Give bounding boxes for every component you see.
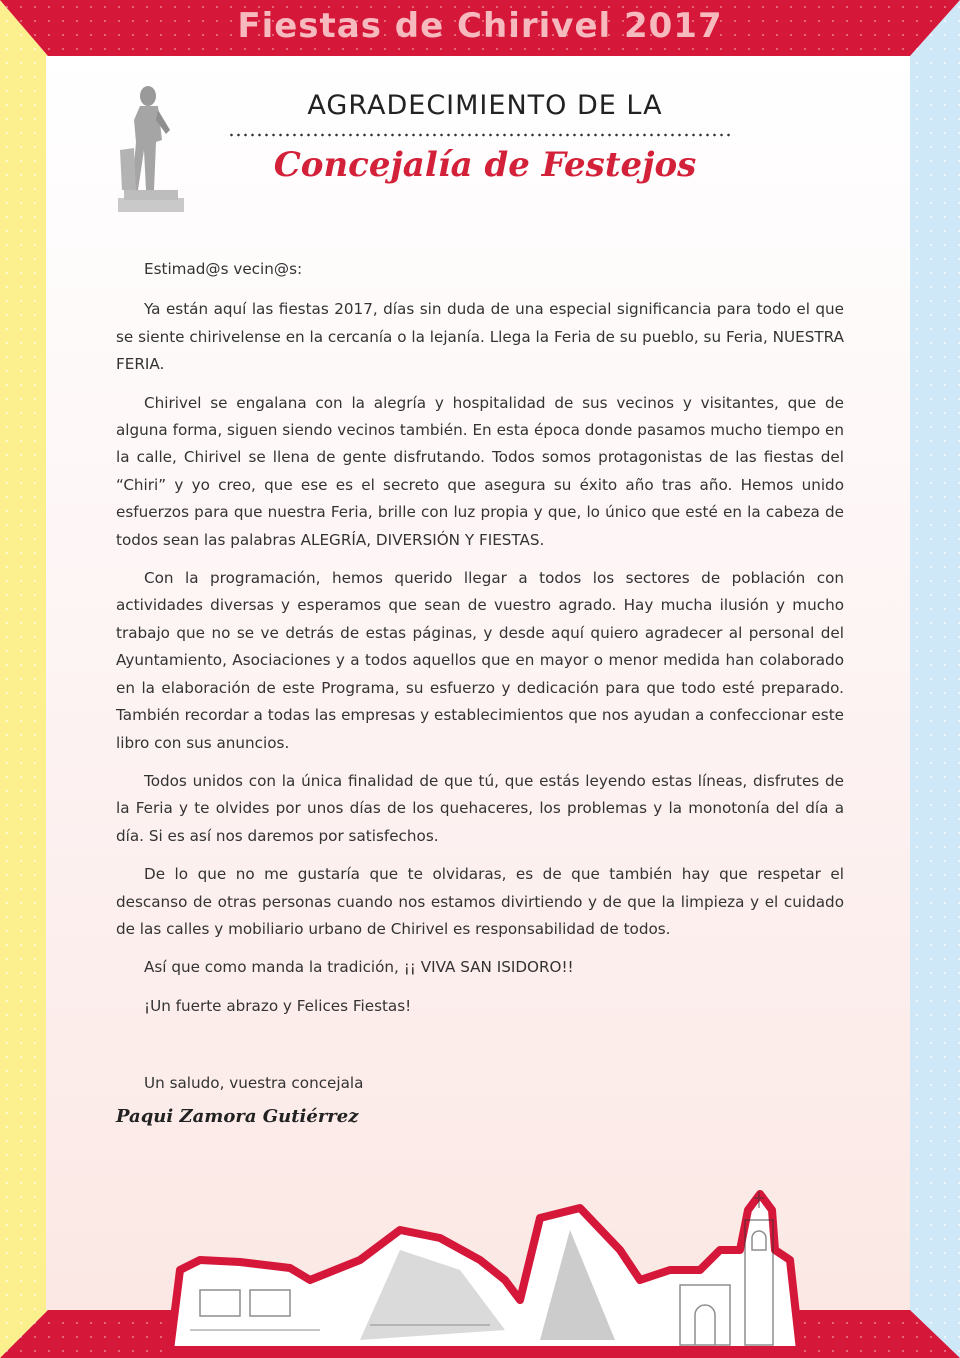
signature: Paqui Zamora Gutiérrez (116, 1106, 359, 1127)
landscape-illustration (160, 1190, 810, 1358)
paragraph: De lo que no me gustaría que te olvidaras, es de que también hay que respetar el descanso de otras personas cuando nos estamos divirtiendo y de que la limpieza y el cuidado de las calles y mobiliario urbano de Chirivel es responsabilidad de todos. (116, 865, 844, 938)
paragraph: ¡Un fuerte abrazo y Felices Fiestas! (144, 996, 412, 1015)
paragraph: Ya están aquí las fiestas 2017, días sin duda de una especial significancia para todo el que se siente chirivelense en la cercanía o la lejanía. Llega la Feria de su pueblo, su Feria, NUESTRA FERIA. (116, 300, 844, 374)
statue-icon (112, 80, 190, 216)
paragraph: Así que como manda la tradición, ¡¡ VIVA SAN ISIDORO!! (144, 958, 574, 977)
paragraph: Con la programación, hemos querido llegar a todos los sectores de población con actividades diversas y esperamos que sean de vuestro agrado. Hay mucha ilusión y mucho trabajo que no se ve detrás de estas páginas, y desde aquí quiero agradecer al personal del Ayuntamiento, Asociaciones y a todos aquellos que en mayor o menor medida han colaborado en la elaboración de este Programa, su esfuerzo y dedicación para que todo esté preparado. También recordar a todas las empresas y establecimientos que nos ayudan a confeccionar este libro con sus anuncios. (116, 569, 844, 752)
title-line-1: AGRADECIMIENTO DE LA (307, 90, 663, 121)
closing: Un saludo, vuestra concejala (144, 1074, 364, 1093)
letter-body (116, 256, 844, 1109)
banner-title: Fiestas de Chirivel 2017 (237, 6, 723, 46)
paragraph: Chirivel se engalana con la alegría y hospitalidad de sus vecinos y visitantes, que de alguna forma, siguen siendo vecinos también. En esta época donde pasamos mucho tiempo en la calle, Chirivel se llena de gente disfrutando. Todos somos protagonistas de las fiestas del “Chiri” y yo creo, que ese es el secreto que asegura su éxito año tras año. Hemos unido esfuerzos para que nuestra Feria, brille con luz propia y que, lo único que esté en la cabeza de todos sean las palabras ALEGRÍA, DIVERSIÓN Y FIESTAS. (116, 393, 844, 549)
paragraph: Todos unidos con la única finalidad de que tú, que estás leyendo estas líneas, disfrutes de la Feria y te olvides por unos días de los quehaceres, los problemas y la monotonía del día a día. Si es así nos daremos por satisfechos. (116, 771, 844, 845)
title-line-2: Concejalía de Festejos (273, 145, 697, 185)
greeting: Estimad@s vecin@s: (144, 260, 303, 278)
dotted-divider (228, 132, 734, 138)
